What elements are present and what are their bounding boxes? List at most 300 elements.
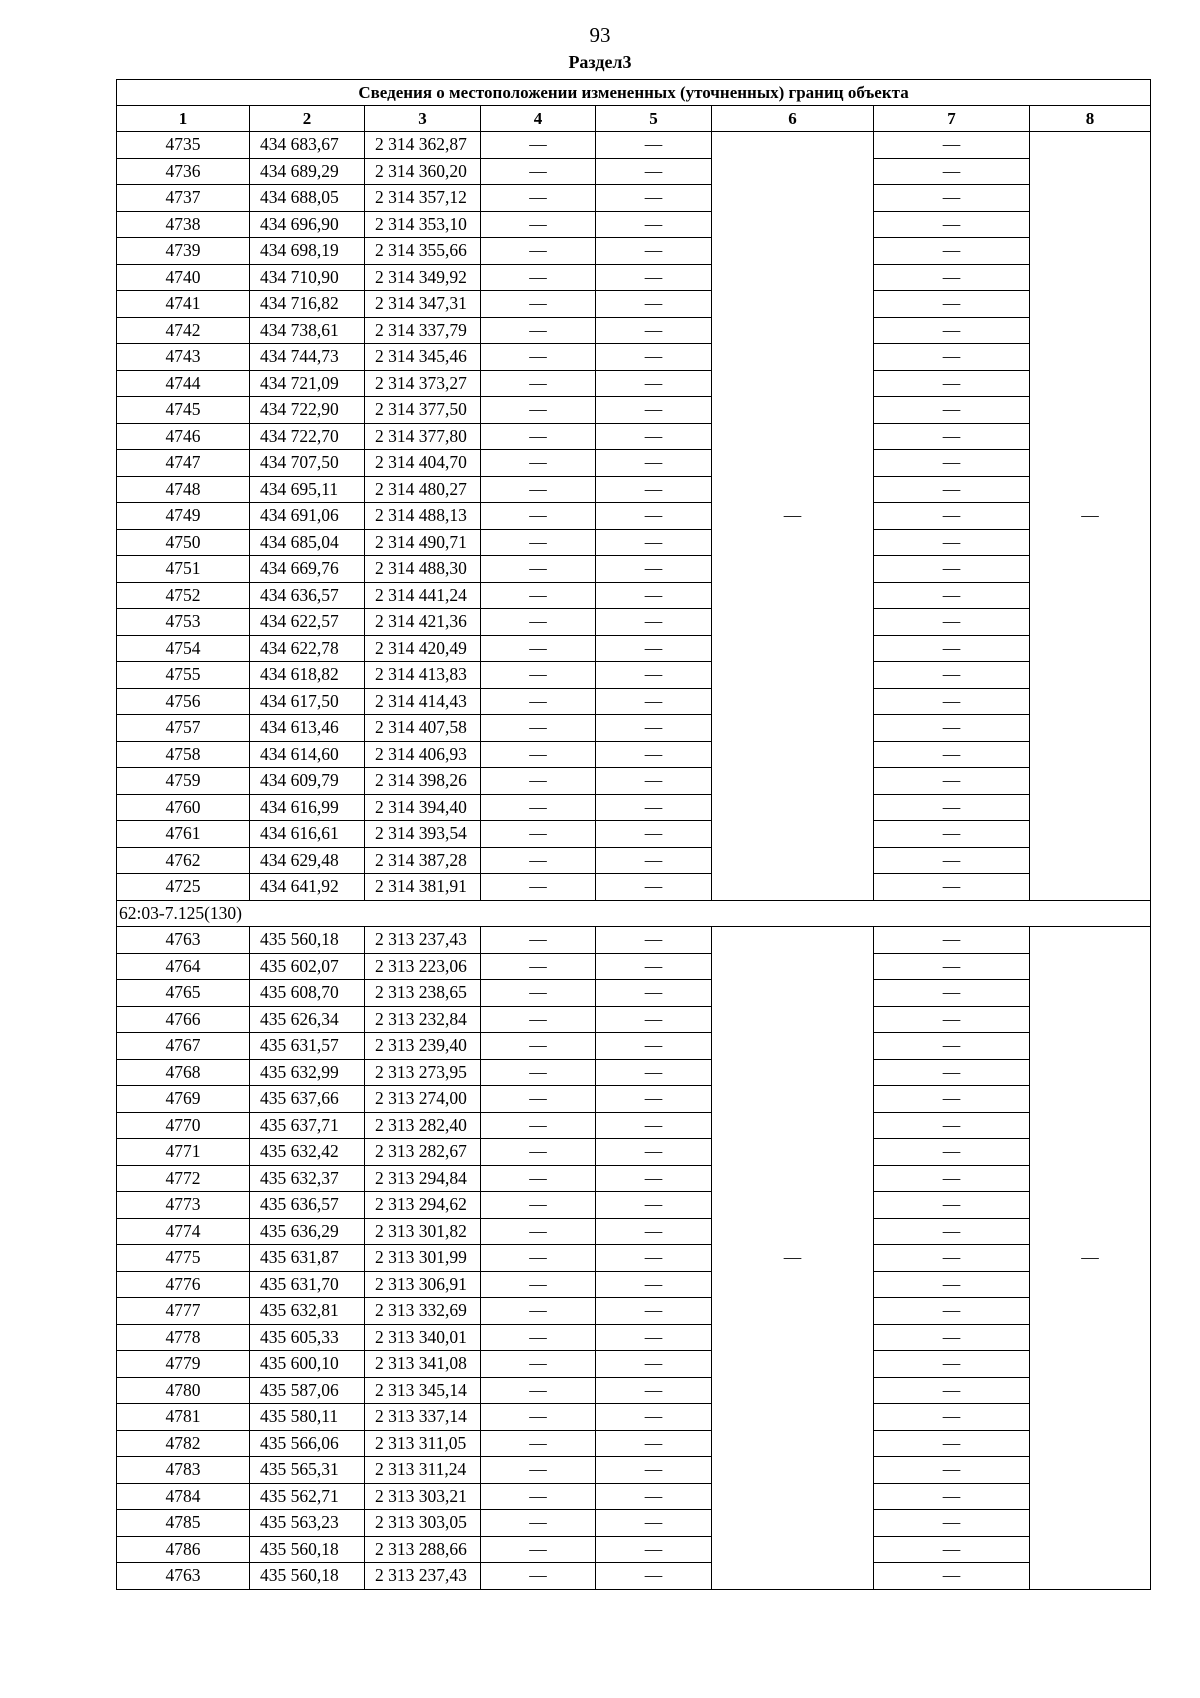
y-coordinate-cell: 2 314 480,27 <box>365 476 481 503</box>
col5-cell: — <box>596 476 712 503</box>
col4-cell: — <box>481 582 596 609</box>
col4-cell: — <box>481 1324 596 1351</box>
col4-cell: — <box>481 476 596 503</box>
point-number-cell: 4755 <box>117 662 250 689</box>
table-body <box>117 80 1151 1590</box>
col4-cell: — <box>481 1086 596 1113</box>
x-coordinate-cell: 434 669,76 <box>250 556 365 583</box>
y-coordinate-cell: 2 314 357,12 <box>365 185 481 212</box>
y-coordinate-cell: 2 314 373,27 <box>365 370 481 397</box>
y-coordinate-cell: 2 314 413,83 <box>365 662 481 689</box>
x-coordinate-cell: 434 609,79 <box>250 768 365 795</box>
x-coordinate-cell: 435 605,33 <box>250 1324 365 1351</box>
col7-cell: — <box>874 1351 1030 1378</box>
col4-cell: — <box>481 821 596 848</box>
col4-cell: — <box>481 794 596 821</box>
point-number-cell: 4786 <box>117 1536 250 1563</box>
point-number-cell: 4784 <box>117 1483 250 1510</box>
col7-cell: — <box>874 1086 1030 1113</box>
x-coordinate-cell: 434 613,46 <box>250 715 365 742</box>
point-number-cell: 4773 <box>117 1192 250 1219</box>
point-number-cell: 4774 <box>117 1218 250 1245</box>
y-coordinate-cell: 2 313 345,14 <box>365 1377 481 1404</box>
table-row <box>117 1404 1151 1431</box>
col4-cell: — <box>481 1298 596 1325</box>
table-row <box>117 264 1151 291</box>
col7-cell: — <box>874 317 1030 344</box>
col7-cell: — <box>874 1457 1030 1484</box>
col7-cell: — <box>874 344 1030 371</box>
table-row <box>117 185 1151 212</box>
y-coordinate-cell: 2 314 414,43 <box>365 688 481 715</box>
col4-cell: — <box>481 1218 596 1245</box>
col7-cell: — <box>874 609 1030 636</box>
col5-cell: — <box>596 317 712 344</box>
table-row <box>117 768 1151 795</box>
point-number-cell: 4763 <box>117 927 250 954</box>
col7-cell: — <box>874 1324 1030 1351</box>
table-row <box>117 715 1151 742</box>
col4-cell: — <box>481 556 596 583</box>
col5-cell: — <box>596 980 712 1007</box>
col5-cell: — <box>596 582 712 609</box>
col4-cell: — <box>481 635 596 662</box>
col7-cell: — <box>874 821 1030 848</box>
point-number-cell: 4737 <box>117 185 250 212</box>
col7-cell: — <box>874 1112 1030 1139</box>
col4-cell: — <box>481 953 596 980</box>
x-coordinate-cell: 434 721,09 <box>250 370 365 397</box>
table-row <box>117 609 1151 636</box>
col7-cell: — <box>874 1483 1030 1510</box>
col5-cell: — <box>596 1271 712 1298</box>
col4-cell: — <box>481 662 596 689</box>
table-row <box>117 1059 1151 1086</box>
table-row <box>117 158 1151 185</box>
x-coordinate-cell: 435 565,31 <box>250 1457 365 1484</box>
col4-cell: — <box>481 980 596 1007</box>
col4-cell: — <box>481 1377 596 1404</box>
col5-cell: — <box>596 768 712 795</box>
table-row <box>117 953 1151 980</box>
y-coordinate-cell: 2 313 282,40 <box>365 1112 481 1139</box>
point-number-cell: 4744 <box>117 370 250 397</box>
x-coordinate-cell: 434 696,90 <box>250 211 365 238</box>
column-number-row <box>117 106 1151 132</box>
col4-cell: — <box>481 1033 596 1060</box>
col7-cell: — <box>874 132 1030 159</box>
col7-cell: — <box>874 211 1030 238</box>
col4-cell: — <box>481 238 596 265</box>
point-number-cell: 4736 <box>117 158 250 185</box>
col8-merged-cell: — <box>1030 132 1151 901</box>
col5-cell: — <box>596 1218 712 1245</box>
point-number-cell: 4758 <box>117 741 250 768</box>
col4-cell: — <box>481 211 596 238</box>
col5-cell: — <box>596 1483 712 1510</box>
y-coordinate-cell: 2 314 421,36 <box>365 609 481 636</box>
col5-cell: — <box>596 503 712 530</box>
table-row <box>117 1351 1151 1378</box>
point-number-cell: 4740 <box>117 264 250 291</box>
y-coordinate-cell: 2 314 355,66 <box>365 238 481 265</box>
x-coordinate-cell: 435 636,57 <box>250 1192 365 1219</box>
table-row <box>117 1510 1151 1537</box>
table-row <box>117 1165 1151 1192</box>
point-number-cell: 4778 <box>117 1324 250 1351</box>
col4-cell: — <box>481 874 596 901</box>
point-number-cell: 4783 <box>117 1457 250 1484</box>
col7-cell: — <box>874 397 1030 424</box>
col4-cell: — <box>481 715 596 742</box>
point-number-cell: 4735 <box>117 132 250 159</box>
table-row <box>117 1430 1151 1457</box>
col4-cell: — <box>481 1112 596 1139</box>
col5-cell: — <box>596 927 712 954</box>
point-number-cell: 4756 <box>117 688 250 715</box>
column-header-2: 2 <box>250 106 365 132</box>
table-row <box>117 1006 1151 1033</box>
x-coordinate-cell: 434 691,06 <box>250 503 365 530</box>
col4-cell: — <box>481 317 596 344</box>
point-number-cell: 4742 <box>117 317 250 344</box>
y-coordinate-cell: 2 313 294,62 <box>365 1192 481 1219</box>
column-header-6: 6 <box>712 106 874 132</box>
column-header-1: 1 <box>117 106 250 132</box>
col7-cell: — <box>874 503 1030 530</box>
col4-cell: — <box>481 768 596 795</box>
y-coordinate-cell: 2 314 381,91 <box>365 874 481 901</box>
column-header-8: 8 <box>1030 106 1151 132</box>
col7-cell: — <box>874 476 1030 503</box>
x-coordinate-cell: 434 689,29 <box>250 158 365 185</box>
y-coordinate-cell: 2 314 387,28 <box>365 847 481 874</box>
table-row <box>117 1245 1151 1272</box>
x-coordinate-cell: 435 560,18 <box>250 1536 365 1563</box>
cadastral-number: 62:03-7.125(130) <box>117 900 1151 927</box>
y-coordinate-cell: 2 313 332,69 <box>365 1298 481 1325</box>
table-row <box>117 582 1151 609</box>
table-row <box>117 741 1151 768</box>
col5-cell: — <box>596 1059 712 1086</box>
col5-cell: — <box>596 238 712 265</box>
col4-cell: — <box>481 1563 596 1590</box>
col4-cell: — <box>481 1404 596 1431</box>
point-number-cell: 4762 <box>117 847 250 874</box>
point-number-cell: 4754 <box>117 635 250 662</box>
point-number-cell: 4777 <box>117 1298 250 1325</box>
y-coordinate-cell: 2 313 311,05 <box>365 1430 481 1457</box>
col7-cell: — <box>874 264 1030 291</box>
x-coordinate-cell: 435 632,99 <box>250 1059 365 1086</box>
col7-cell: — <box>874 185 1030 212</box>
x-coordinate-cell: 434 636,57 <box>250 582 365 609</box>
point-number-cell: 4772 <box>117 1165 250 1192</box>
table-row <box>117 476 1151 503</box>
col5-cell: — <box>596 794 712 821</box>
y-coordinate-cell: 2 313 239,40 <box>365 1033 481 1060</box>
col5-cell: — <box>596 874 712 901</box>
col4-cell: — <box>481 450 596 477</box>
point-number-cell: 4782 <box>117 1430 250 1457</box>
table-row <box>117 1377 1151 1404</box>
x-coordinate-cell: 434 722,90 <box>250 397 365 424</box>
point-number-cell: 4746 <box>117 423 250 450</box>
x-coordinate-cell: 434 616,61 <box>250 821 365 848</box>
col5-cell: — <box>596 132 712 159</box>
table-row <box>117 397 1151 424</box>
col4-cell: — <box>481 1510 596 1537</box>
point-number-cell: 4757 <box>117 715 250 742</box>
col5-cell: — <box>596 185 712 212</box>
table-row <box>117 1457 1151 1484</box>
col7-cell: — <box>874 1006 1030 1033</box>
x-coordinate-cell: 435 560,18 <box>250 1563 365 1590</box>
x-coordinate-cell: 435 631,70 <box>250 1271 365 1298</box>
point-number-cell: 4741 <box>117 291 250 318</box>
table-row <box>117 635 1151 662</box>
table-row <box>117 1271 1151 1298</box>
col5-cell: — <box>596 1298 712 1325</box>
col7-cell: — <box>874 1271 1030 1298</box>
col4-cell: — <box>481 264 596 291</box>
col7-cell: — <box>874 1563 1030 1590</box>
y-coordinate-cell: 2 313 274,00 <box>365 1086 481 1113</box>
point-number-cell: 4767 <box>117 1033 250 1060</box>
col5-cell: — <box>596 662 712 689</box>
y-coordinate-cell: 2 313 301,99 <box>365 1245 481 1272</box>
point-number-cell: 4780 <box>117 1377 250 1404</box>
table-row <box>117 317 1151 344</box>
y-coordinate-cell: 2 314 360,20 <box>365 158 481 185</box>
col7-cell: — <box>874 1165 1030 1192</box>
y-coordinate-cell: 2 314 488,13 <box>365 503 481 530</box>
x-coordinate-cell: 435 580,11 <box>250 1404 365 1431</box>
x-coordinate-cell: 434 622,78 <box>250 635 365 662</box>
point-number-cell: 4779 <box>117 1351 250 1378</box>
col5-cell: — <box>596 1165 712 1192</box>
col7-cell: — <box>874 1218 1030 1245</box>
point-number-cell: 4751 <box>117 556 250 583</box>
group-header-row <box>117 900 1151 927</box>
table-row <box>117 980 1151 1007</box>
col5-cell: — <box>596 397 712 424</box>
point-number-cell: 4747 <box>117 450 250 477</box>
col4-cell: — <box>481 1457 596 1484</box>
table-row <box>117 556 1151 583</box>
x-coordinate-cell: 435 631,57 <box>250 1033 365 1060</box>
column-header-3: 3 <box>365 106 481 132</box>
point-number-cell: 4781 <box>117 1404 250 1431</box>
column-header-4: 4 <box>481 106 596 132</box>
point-number-cell: 4745 <box>117 397 250 424</box>
col7-cell: — <box>874 1404 1030 1431</box>
col4-cell: — <box>481 847 596 874</box>
table-row <box>117 662 1151 689</box>
x-coordinate-cell: 434 716,82 <box>250 291 365 318</box>
table-row <box>117 1139 1151 1166</box>
col7-cell: — <box>874 688 1030 715</box>
x-coordinate-cell: 435 632,81 <box>250 1298 365 1325</box>
col5-cell: — <box>596 1086 712 1113</box>
point-number-cell: 4759 <box>117 768 250 795</box>
col5-cell: — <box>596 953 712 980</box>
column-header-5: 5 <box>596 106 712 132</box>
point-number-cell: 4752 <box>117 582 250 609</box>
col5-cell: — <box>596 1430 712 1457</box>
x-coordinate-cell: 435 637,71 <box>250 1112 365 1139</box>
x-coordinate-cell: 434 698,19 <box>250 238 365 265</box>
col7-cell: — <box>874 450 1030 477</box>
x-coordinate-cell: 435 632,42 <box>250 1139 365 1166</box>
col4-cell: — <box>481 1006 596 1033</box>
col4-cell: — <box>481 529 596 556</box>
table-row <box>117 874 1151 901</box>
col5-cell: — <box>596 741 712 768</box>
table-row <box>117 1536 1151 1563</box>
y-coordinate-cell: 2 313 238,65 <box>365 980 481 1007</box>
col5-cell: — <box>596 264 712 291</box>
col5-cell: — <box>596 715 712 742</box>
col5-cell: — <box>596 821 712 848</box>
col5-cell: — <box>596 688 712 715</box>
section-title: Раздел3 <box>568 52 632 72</box>
table-row <box>117 291 1151 318</box>
table-row <box>117 1218 1151 1245</box>
y-coordinate-cell: 2 314 362,87 <box>365 132 481 159</box>
x-coordinate-cell: 435 636,29 <box>250 1218 365 1245</box>
y-coordinate-cell: 2 314 345,46 <box>365 344 481 371</box>
table-row <box>117 1086 1151 1113</box>
col5-cell: — <box>596 1563 712 1590</box>
col7-cell: — <box>874 1510 1030 1537</box>
x-coordinate-cell: 435 566,06 <box>250 1430 365 1457</box>
y-coordinate-cell: 2 313 232,84 <box>365 1006 481 1033</box>
x-coordinate-cell: 435 562,71 <box>250 1483 365 1510</box>
col4-cell: — <box>481 397 596 424</box>
point-number-cell: 4775 <box>117 1245 250 1272</box>
col5-cell: — <box>596 1139 712 1166</box>
col4-cell: — <box>481 1192 596 1219</box>
table-row <box>117 1298 1151 1325</box>
table-row <box>117 1112 1151 1139</box>
x-coordinate-cell: 434 641,92 <box>250 874 365 901</box>
col5-cell: — <box>596 1192 712 1219</box>
col7-cell: — <box>874 238 1030 265</box>
table-row <box>117 503 1151 530</box>
x-coordinate-cell: 434 622,57 <box>250 609 365 636</box>
col4-cell: — <box>481 1430 596 1457</box>
table-row <box>117 238 1151 265</box>
y-coordinate-cell: 2 313 294,84 <box>365 1165 481 1192</box>
col7-cell: — <box>874 556 1030 583</box>
col5-cell: — <box>596 344 712 371</box>
col5-cell: — <box>596 450 712 477</box>
y-coordinate-cell: 2 314 353,10 <box>365 211 481 238</box>
x-coordinate-cell: 434 614,60 <box>250 741 365 768</box>
col7-cell: — <box>874 1430 1030 1457</box>
col5-cell: — <box>596 556 712 583</box>
col7-cell: — <box>874 1377 1030 1404</box>
point-number-cell: 4765 <box>117 980 250 1007</box>
y-coordinate-cell: 2 313 340,01 <box>365 1324 481 1351</box>
col7-cell: — <box>874 423 1030 450</box>
point-number-cell: 4785 <box>117 1510 250 1537</box>
col7-cell: — <box>874 662 1030 689</box>
table-row <box>117 132 1151 159</box>
table-row <box>117 1324 1151 1351</box>
point-number-cell: 4760 <box>117 794 250 821</box>
x-coordinate-cell: 435 608,70 <box>250 980 365 1007</box>
col7-cell: — <box>874 953 1030 980</box>
col7-cell: — <box>874 158 1030 185</box>
col7-cell: — <box>874 635 1030 662</box>
point-number-cell: 4764 <box>117 953 250 980</box>
y-coordinate-cell: 2 314 347,31 <box>365 291 481 318</box>
y-coordinate-cell: 2 313 223,06 <box>365 953 481 980</box>
point-number-cell: 4761 <box>117 821 250 848</box>
col5-cell: — <box>596 1377 712 1404</box>
table-row <box>117 688 1151 715</box>
col5-cell: — <box>596 1536 712 1563</box>
x-coordinate-cell: 435 637,66 <box>250 1086 365 1113</box>
col7-cell: — <box>874 1245 1030 1272</box>
col7-cell: — <box>874 794 1030 821</box>
x-coordinate-cell: 434 707,50 <box>250 450 365 477</box>
point-number-cell: 4743 <box>117 344 250 371</box>
col5-cell: — <box>596 1033 712 1060</box>
col4-cell: — <box>481 1059 596 1086</box>
col7-cell: — <box>874 370 1030 397</box>
col5-cell: — <box>596 158 712 185</box>
x-coordinate-cell: 434 744,73 <box>250 344 365 371</box>
point-number-cell: 4776 <box>117 1271 250 1298</box>
point-number-cell: 4763 <box>117 1563 250 1590</box>
page-number: 93 <box>589 23 611 47</box>
x-coordinate-cell: 434 618,82 <box>250 662 365 689</box>
point-number-cell: 4770 <box>117 1112 250 1139</box>
y-coordinate-cell: 2 313 306,91 <box>365 1271 481 1298</box>
col4-cell: — <box>481 927 596 954</box>
table-row <box>117 821 1151 848</box>
x-coordinate-cell: 434 617,50 <box>250 688 365 715</box>
y-coordinate-cell: 2 313 303,21 <box>365 1483 481 1510</box>
x-coordinate-cell: 434 722,70 <box>250 423 365 450</box>
col7-cell: — <box>874 874 1030 901</box>
y-coordinate-cell: 2 314 377,50 <box>365 397 481 424</box>
y-coordinate-cell: 2 313 301,82 <box>365 1218 481 1245</box>
point-number-cell: 4749 <box>117 503 250 530</box>
col6-merged-cell: — <box>712 132 874 901</box>
col5-cell: — <box>596 423 712 450</box>
col4-cell: — <box>481 1139 596 1166</box>
y-coordinate-cell: 2 314 441,24 <box>365 582 481 609</box>
col7-cell: — <box>874 1059 1030 1086</box>
col4-cell: — <box>481 1165 596 1192</box>
col4-cell: — <box>481 609 596 636</box>
col4-cell: — <box>481 185 596 212</box>
point-number-cell: 4750 <box>117 529 250 556</box>
col5-cell: — <box>596 1112 712 1139</box>
col4-cell: — <box>481 1245 596 1272</box>
y-coordinate-cell: 2 313 237,43 <box>365 927 481 954</box>
y-coordinate-cell: 2 313 282,67 <box>365 1139 481 1166</box>
x-coordinate-cell: 434 629,48 <box>250 847 365 874</box>
col7-cell: — <box>874 1192 1030 1219</box>
y-coordinate-cell: 2 314 404,70 <box>365 450 481 477</box>
y-coordinate-cell: 2 313 273,95 <box>365 1059 481 1086</box>
y-coordinate-cell: 2 314 398,26 <box>365 768 481 795</box>
